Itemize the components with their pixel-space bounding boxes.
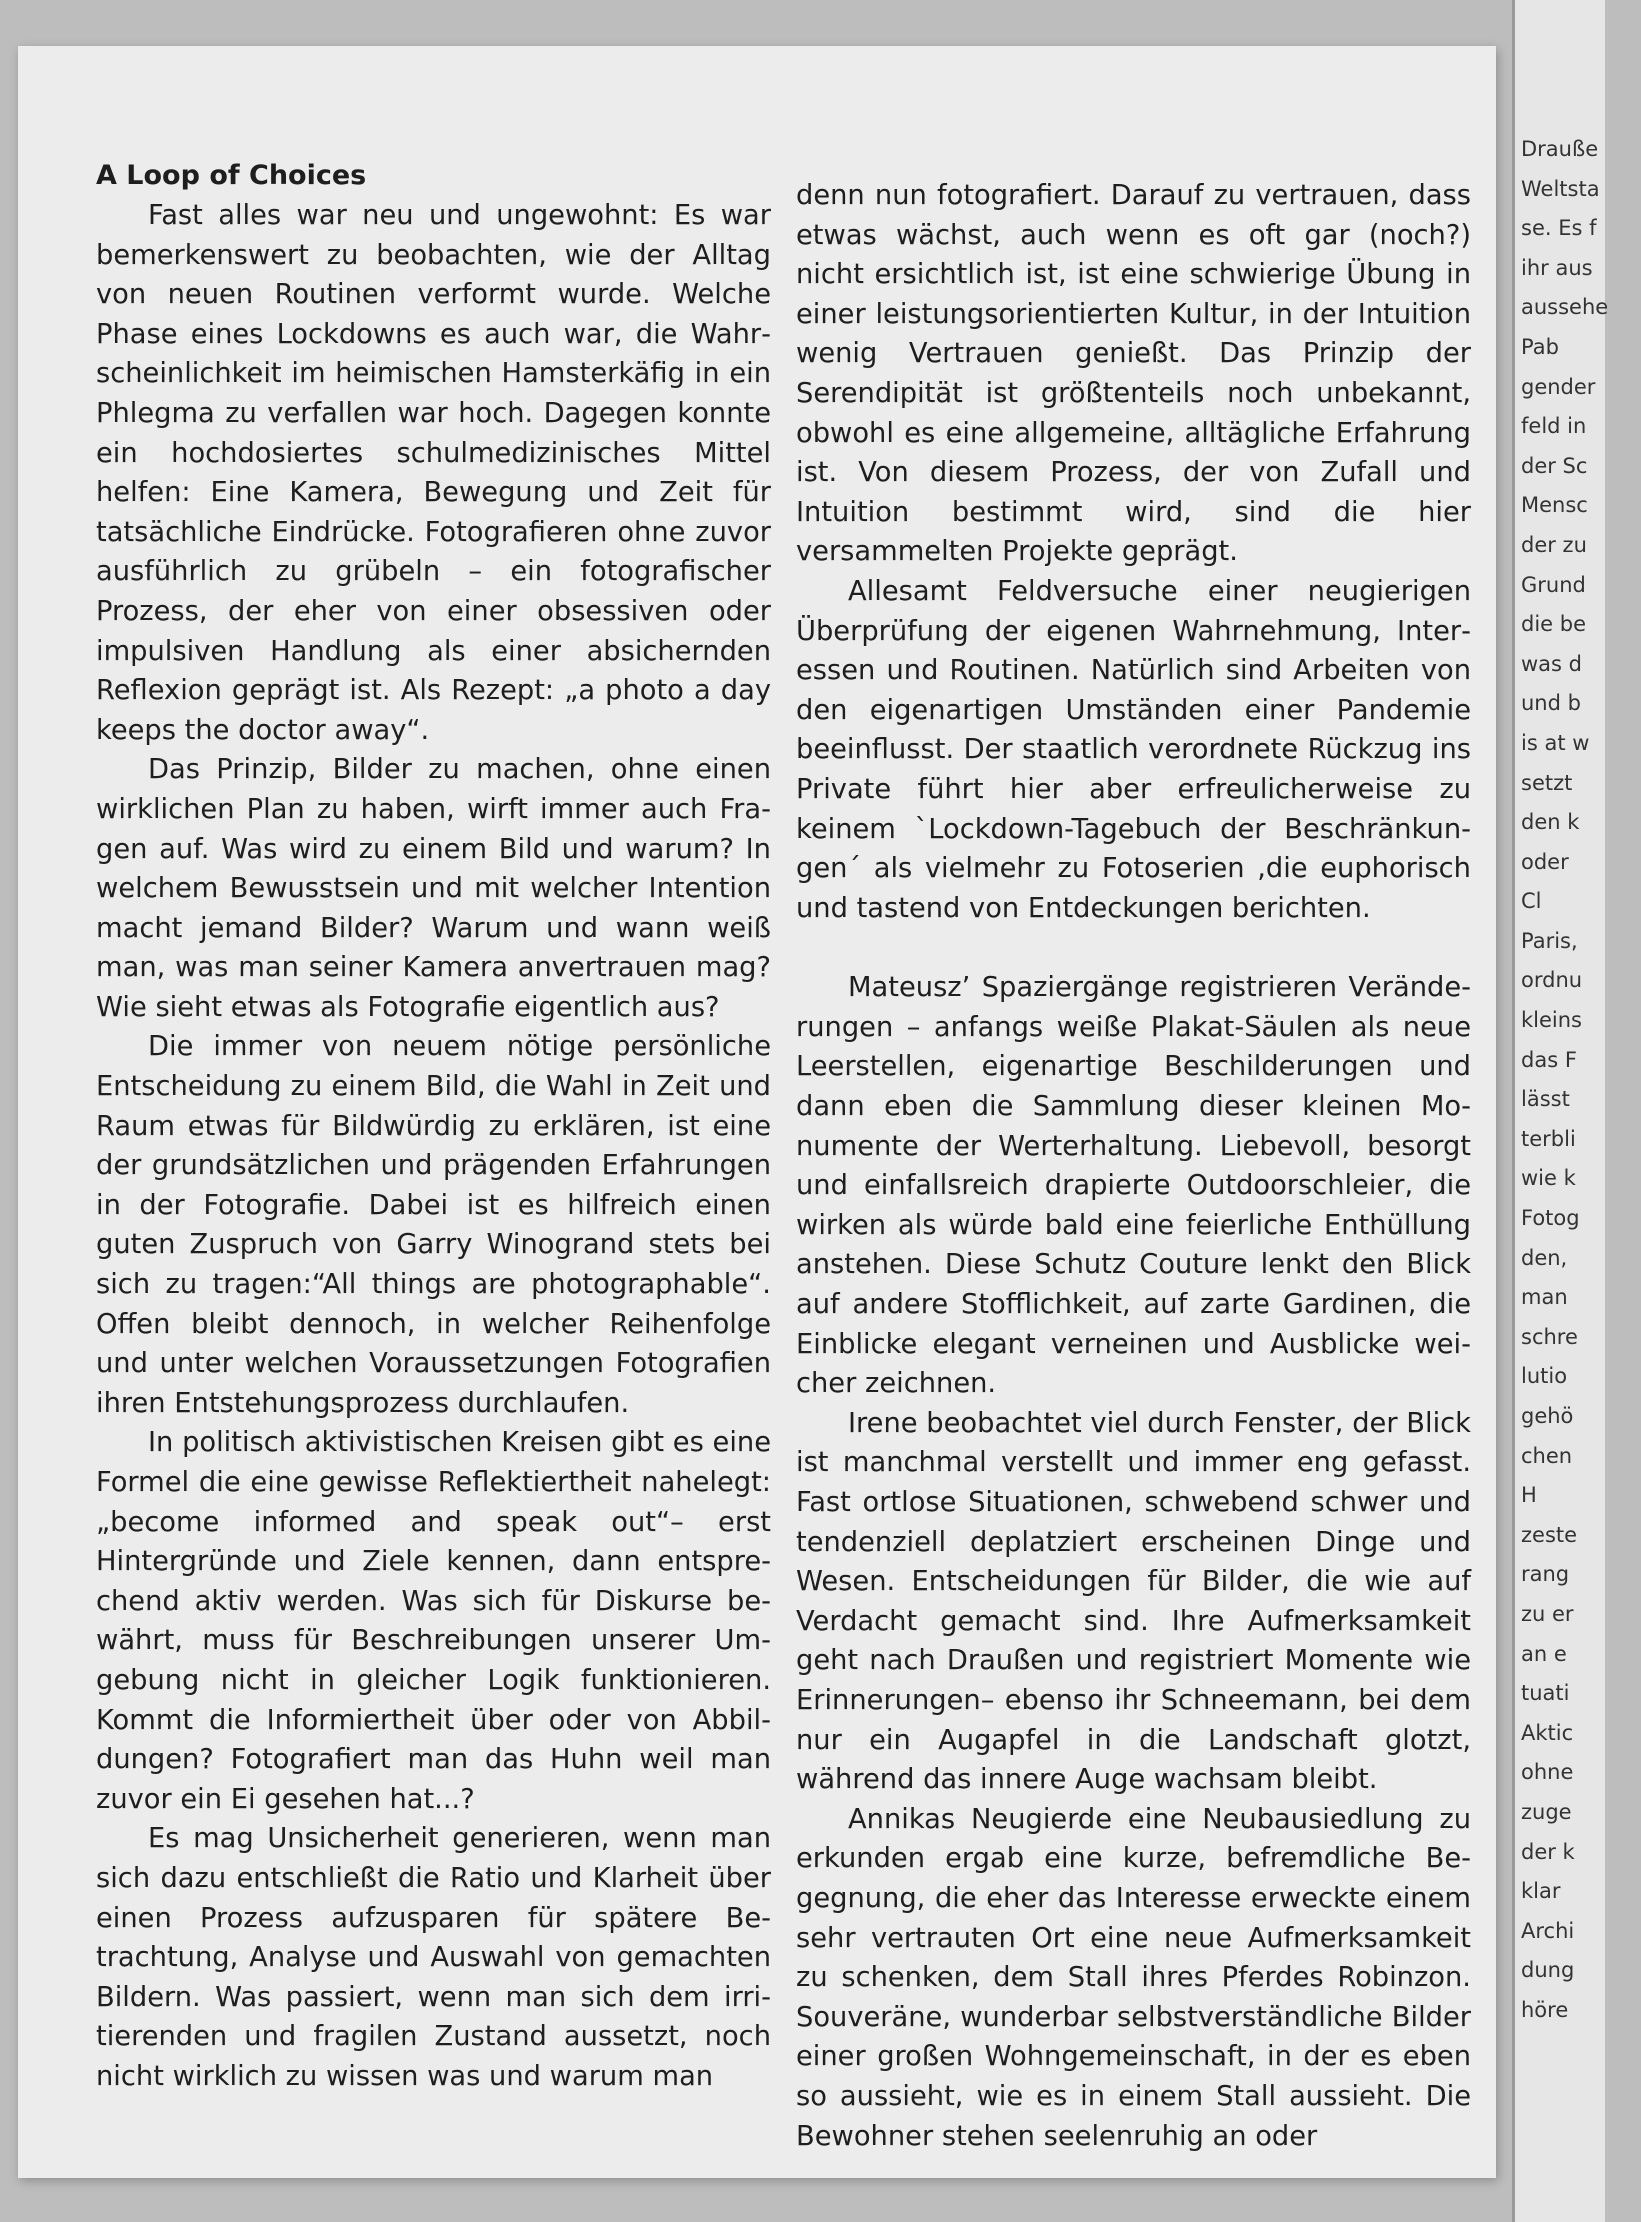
facing-page-edge [1512, 0, 1609, 2222]
facing-page-fragment: Mensc [1521, 493, 1588, 518]
facing-page-fragment: zuge [1521, 1799, 1572, 1824]
facing-page-fragment: oder [1521, 849, 1569, 874]
facing-page-fragment: rang [1521, 1562, 1570, 1587]
facing-page-fragment: Aktic [1521, 1720, 1574, 1745]
facing-page-fragment: lutio [1521, 1364, 1568, 1389]
paragraph: Fast alles war neu und ungewohnt: Es war bemerkenswert zu beobachten, wie der Alltag von neuen Routinen verformt wurde. Welche Phase eines Lockdowns es auch war, die Wahrscheinlichkeit im heimischen Hamsterkäfig in ein Phlegma zu verfallen war hoch. Dagegen konnte ein hochdosiertes schulmedizinisches Mittel helfen: Eine Kamera, Bewegung und Zeit für tatsächliche Eindrücke. Fotografieren ohne zuvor ausführlich zu grübeln – ein fotografischer Prozess, der eher von einer obsessiven oder impulsiven Handlung als einer absichernden Reflexion geprägt ist. Als Rezept: „a photo a day keeps the doctor away“. [96, 200, 771, 746]
paragraph: Es mag Unsicherheit generieren, wenn man sich dazu entschließt die Ratio und Klarheit über einen Prozess aufzusparen für spätere Betrachtung, Analyse und Auswahl von gemachten Bildern. Was passiert, wenn man sich dem irritierenden und fragilen Zustand aussetzt, noch nicht wirklich zu wissen was und warum man [96, 1823, 771, 2092]
facing-page-fragment: tuati [1521, 1681, 1570, 1706]
facing-page-fragment: den k [1521, 810, 1580, 835]
paragraph: Allesamt Feldversuche einer neugierigen Überprüfung der eigenen Wahrnehmung, Interessen und Routinen. Natürlich sind Arbeiten von den eigenartigen Umständen einer Pandemie beeinflusst. Der staatlich verordnete Rückzug ins Private führt hier aber erfreulicherweise zu keinem `Lockdown-Tagebuch der Beschränkungen´ als vielmehr zu Fotoserien ,die euphorisch und tastend von Entdeckungen berichten. [796, 575, 1471, 924]
facing-page-fragment: Grund [1521, 572, 1586, 597]
facing-page-fragment: dung [1521, 1958, 1575, 1983]
facing-page-fragment: ohne [1521, 1760, 1574, 1785]
facing-page-fragment: Cl [1521, 889, 1542, 914]
facing-page-fragment: das F [1521, 1047, 1577, 1072]
facing-page-fragment: lässt [1521, 1087, 1570, 1112]
paragraph: In politisch aktivistischen Kreisen gibt es eine Formel die eine gewisse Reflektiertheit nahelegt: „become informed and speak out“– erst Hintergründe und Ziele kennen, dann entsprechend aktiv werden. Was sich für Diskurse bewährt, muss für Beschreibungen unserer Umgebung nicht in gleicher Logik funktionieren. Kommt die Informiertheit über oder von Abbildungen? Fotografiert man das Huhn weil man zuvor ein Ei gesehen hat...? [96, 1427, 771, 1815]
paragraph: Mateusz’ Spaziergänge registrieren Veränderungen – anfangs weiße Plakat-Säulen als neue Leerstellen, eigenartige Beschilderungen und dann eben die Sammlung dieser kleinen Monumente der Werterhaltung. Liebevoll, besorgt und einfallsreich drapierte Outdoorschleier, die wirken als würde bald eine feierliche Enthüllung anstehen. Diese Schutz Couture lenkt den Blick auf andere Stofflichkeit, auf zarte Gardinen, die Einblicke elegant verneinen und Ausblicke weicher zeichnen. [796, 972, 1471, 1400]
paragraph: Das Prinzip, Bilder zu machen, ohne einen wirklichen Plan zu haben, wirft immer auch Fragen auf. Was wird zu einem Bild und warum? In welchem Bewusstsein und mit welcher Intention macht jemand Bilder? Warum und wann weiß man, was man seiner Kamera anvertrauen mag? Wie sieht etwas als Fotografie eigentlich aus? [96, 754, 771, 1023]
facing-page-fragment: Fotog [1521, 1206, 1580, 1231]
facing-page-fragment: chen [1521, 1443, 1573, 1468]
facing-page-fragment: zu er [1521, 1601, 1574, 1626]
facing-page-fragment: ihr aus [1521, 255, 1593, 280]
facing-page-fragment: Paris, [1521, 928, 1578, 953]
facing-page-fragment: H [1521, 1483, 1537, 1508]
facing-page-fragment: se. Es f [1521, 216, 1597, 241]
facing-page-fragment: gehö [1521, 1404, 1574, 1428]
facing-page-fragment: höre [1521, 1997, 1569, 2022]
facing-page-fragment: kleins [1521, 1008, 1583, 1033]
facing-page-fragment: man [1521, 1285, 1568, 1310]
facing-page-fragment: Drauße [1521, 137, 1599, 161]
facing-page-fragment: und b [1521, 691, 1581, 716]
facing-page-fragment: wie k [1521, 1166, 1576, 1191]
facing-page-fragment: is at w [1521, 730, 1590, 755]
facing-page-fragment: Weltsta [1521, 176, 1600, 201]
facing-page-fragment: klar [1521, 1879, 1561, 1904]
facing-page-fragment: der Sc [1521, 453, 1588, 478]
paragraph: denn nun fotografiert. Darauf zu vertrauen, dass etwas wächst, auch wenn es oft gar (noch?) nicht ersichtlich ist, ist eine schwierige Übung in einer leistungsorientierten Kultur, in der Intuition wenig Vertrauen genießt. Das Prinzip der Serendipität ist größtenteils noch unbekannt, obwohl es eine allgemeine, alltägliche Erfahrung ist. Von diesem Prozess, der von Zufall und Intuition bestimmt wird, sind die hier versammelten Projekte geprägt. [796, 180, 1471, 568]
facing-page-fragment: an e [1521, 1641, 1567, 1666]
facing-page-fragment: der k [1521, 1839, 1575, 1864]
facing-page-fragment: der zu [1521, 532, 1587, 557]
facing-page-fragment: feld in [1521, 414, 1587, 439]
right-column [796, 176, 1471, 2156]
facing-page-fragment: gender [1521, 374, 1596, 399]
facing-page-fragment: was d [1521, 651, 1582, 676]
paragraph: Die immer von neuem nötige persönliche Entscheidung zu einem Bild, die Wahl in Zeit und Raum etwas für Bildwürdig zu erklären, ist eine der grundsätzlichen und prägenden Erfahrungen in der Fotografie. Dabei ist es hilfreich einen guten Zuspruch von Garry Winogrand stets bei sich zu tragen:“All things are photographable“. Offen bleibt dennoch, in welcher Reihenfolge und unter welchen Voraussetzungen Fotografien ihren Entstehungsprozess durchlaufen. [96, 1031, 771, 1419]
facing-page-text-fragments [1521, 130, 1641, 2031]
facing-page-fragment: terbli [1521, 1126, 1576, 1151]
facing-page-fragment: schre [1521, 1324, 1578, 1349]
main-page [18, 46, 1496, 2178]
facing-page-fragment: zeste [1521, 1522, 1578, 1547]
facing-page-fragment: die be [1521, 612, 1587, 637]
facing-page-fragment: aussehe [1521, 295, 1609, 320]
left-column [96, 156, 771, 2097]
facing-page-fragment: Pab [1521, 334, 1559, 359]
facing-page-fragment: setzt [1521, 770, 1573, 795]
paragraph: Irene beobachtet viel durch Fenster, der Blick ist manchmal verstellt und immer eng gefasst. Fast ortlose Situationen, schwebend schwer und tendenziell deplatziert erscheinen Dinge und Wesen. Entscheidungen für Bilder, die wie auf Verdacht gemacht sind. Ihre Aufmerksamkeit geht nach Draußen und registriert Momente wie Erinnerungen– ebenso ihr Schneemann, bei dem nur ein Augapfel in die Landschaft glotzt, während das innere Auge wachsam bleibt. [796, 1407, 1471, 1796]
facing-page-fragment: Archi [1521, 1918, 1575, 1943]
facing-page-fragment: den, [1521, 1245, 1568, 1270]
paragraph: Annikas Neugierde eine Neubausiedlung zu erkunden ergab eine kurze, befremdliche Begegnung, die eher das Interesse erweckte einem sehr vertrauten Ort eine neue Aufmerksamkeit zu schenken, dem Stall ihres Pferdes Robinzon. Souveräne, wunderbar selbstverständliche Bilder einer großen Wohngemeinschaft, in der es eben so aussieht, wie es in einem Stall aussieht. Die Bewohner stehen seelenruhig an oder [796, 1803, 1471, 2152]
facing-page-fragment: ordnu [1521, 968, 1583, 993]
article-heading: A Loop of Choices [96, 160, 367, 191]
